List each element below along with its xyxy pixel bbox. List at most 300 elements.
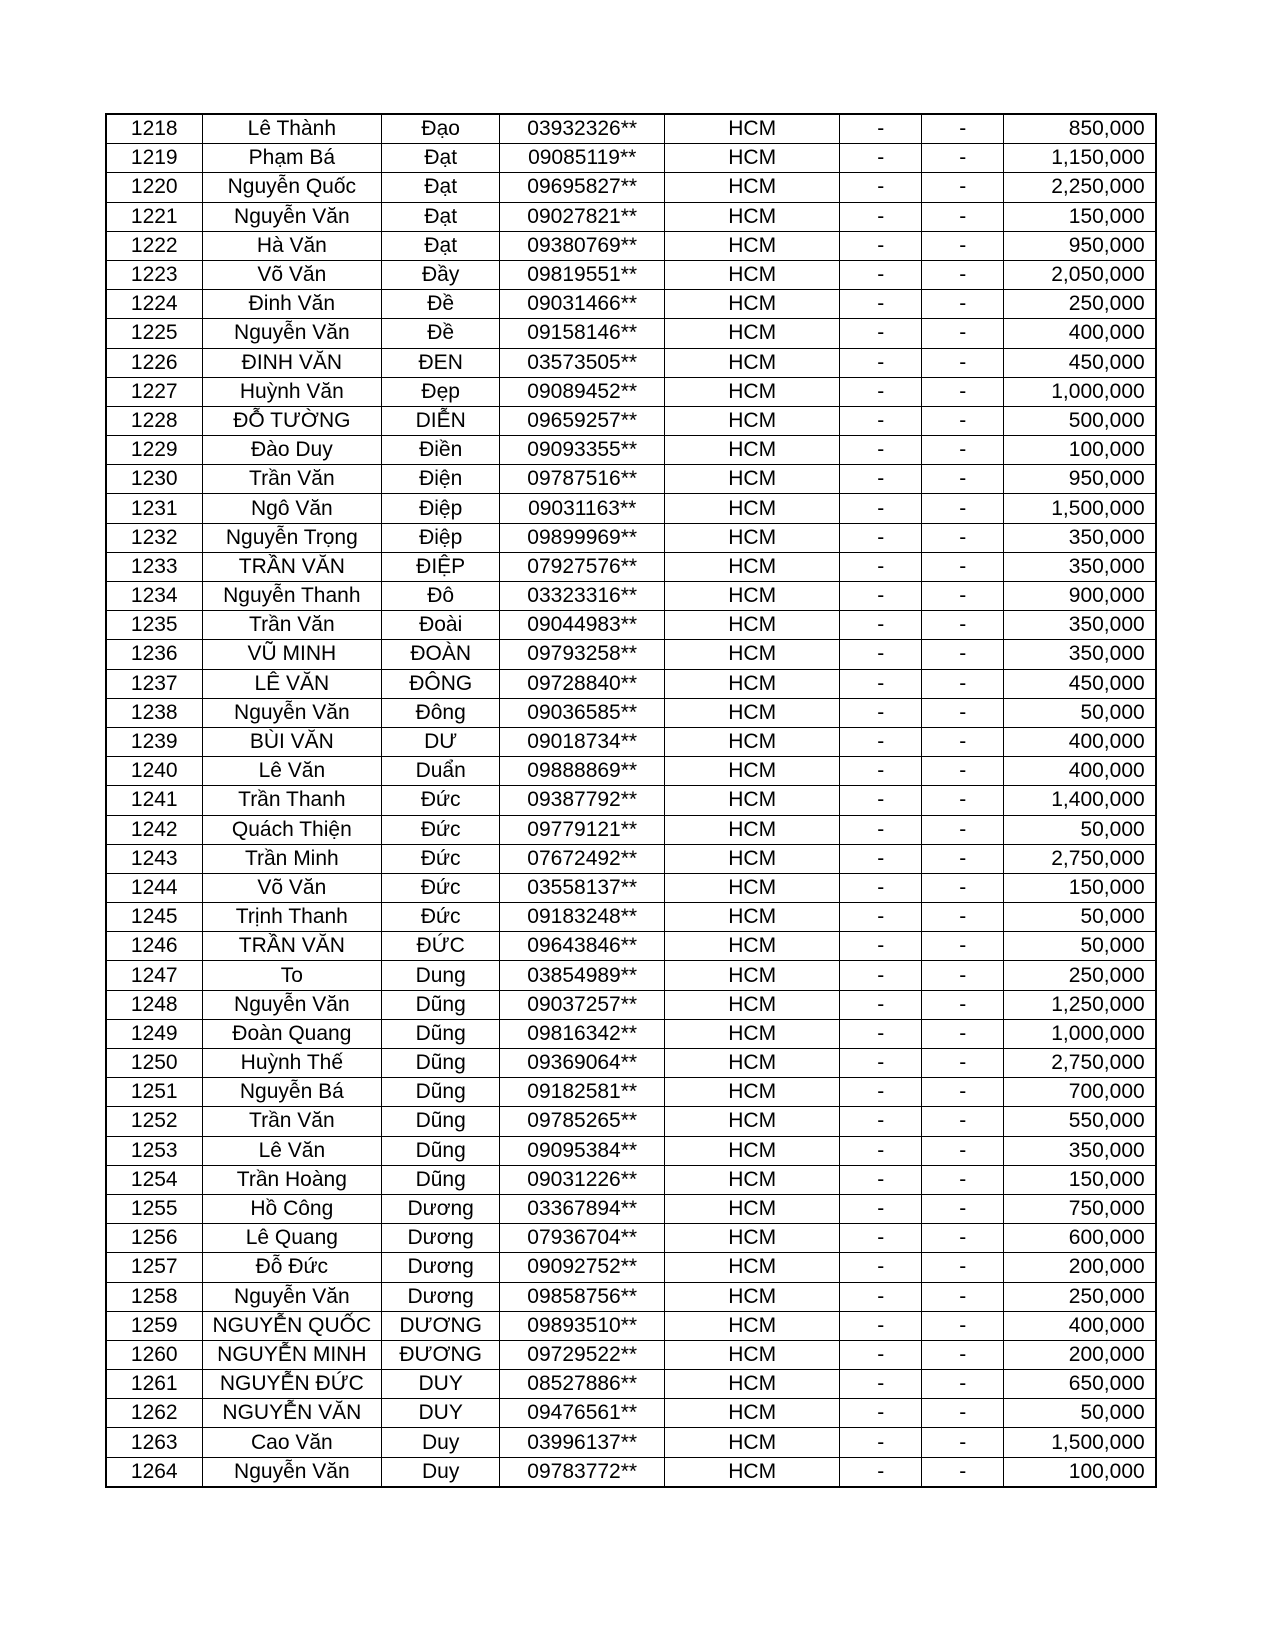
- placeholder-cell-1: -: [840, 319, 922, 348]
- phone-cell: 03367894**: [500, 1194, 665, 1223]
- amount-cell: 250,000: [1004, 961, 1156, 990]
- placeholder-cell-2: -: [922, 552, 1004, 581]
- city-cell: HCM: [665, 844, 840, 873]
- placeholder-cell-2: -: [922, 290, 1004, 319]
- surname-cell: Huỳnh Thế: [202, 1049, 382, 1078]
- row-number-cell: 1264: [106, 1457, 202, 1487]
- row-number-cell: 1225: [106, 319, 202, 348]
- phone-cell: 09044983**: [500, 611, 665, 640]
- row-number-cell: 1220: [106, 173, 202, 202]
- given-name-cell: DUY: [382, 1370, 500, 1399]
- city-cell: HCM: [665, 961, 840, 990]
- placeholder-cell-2: -: [922, 582, 1004, 611]
- surname-cell: Trần Văn: [202, 465, 382, 494]
- surname-cell: NGUYỄN QUỐC: [202, 1311, 382, 1340]
- placeholder-cell-1: -: [840, 1340, 922, 1369]
- city-cell: HCM: [665, 290, 840, 319]
- amount-cell: 500,000: [1004, 406, 1156, 435]
- placeholder-cell-1: -: [840, 1282, 922, 1311]
- surname-cell: Võ Văn: [202, 873, 382, 902]
- city-cell: HCM: [665, 173, 840, 202]
- surname-cell: BÙI VĂN: [202, 727, 382, 756]
- table-row: [106, 202, 1156, 231]
- placeholder-cell-2: -: [922, 1194, 1004, 1223]
- amount-cell: 350,000: [1004, 1136, 1156, 1165]
- table-row: [106, 1194, 1156, 1223]
- given-name-cell: Dung: [382, 961, 500, 990]
- surname-cell: Ngô Văn: [202, 494, 382, 523]
- row-number-cell: 1249: [106, 1019, 202, 1048]
- amount-cell: 850,000: [1004, 114, 1156, 144]
- amount-cell: 600,000: [1004, 1224, 1156, 1253]
- city-cell: HCM: [665, 815, 840, 844]
- phone-cell: 03323316**: [500, 582, 665, 611]
- city-cell: HCM: [665, 1370, 840, 1399]
- amount-cell: 2,050,000: [1004, 260, 1156, 289]
- amount-cell: 150,000: [1004, 1165, 1156, 1194]
- city-cell: HCM: [665, 406, 840, 435]
- table-row: [106, 844, 1156, 873]
- placeholder-cell-2: -: [922, 406, 1004, 435]
- placeholder-cell-2: -: [922, 1165, 1004, 1194]
- given-name-cell: Đức: [382, 873, 500, 902]
- phone-cell: 09158146**: [500, 319, 665, 348]
- surname-cell: ĐINH VĂN: [202, 348, 382, 377]
- table-row: [106, 698, 1156, 727]
- placeholder-cell-1: -: [840, 1107, 922, 1136]
- placeholder-cell-1: -: [840, 1078, 922, 1107]
- placeholder-cell-2: -: [922, 611, 1004, 640]
- phone-cell: 09816342**: [500, 1019, 665, 1048]
- city-cell: HCM: [665, 1224, 840, 1253]
- placeholder-cell-1: -: [840, 494, 922, 523]
- surname-cell: Trịnh Thanh: [202, 903, 382, 932]
- given-name-cell: DƯ: [382, 727, 500, 756]
- given-name-cell: Dũng: [382, 1136, 500, 1165]
- given-name-cell: Đầy: [382, 260, 500, 289]
- row-number-cell: 1250: [106, 1049, 202, 1078]
- row-number-cell: 1232: [106, 523, 202, 552]
- amount-cell: 50,000: [1004, 698, 1156, 727]
- phone-cell: 09037257**: [500, 990, 665, 1019]
- row-number-cell: 1253: [106, 1136, 202, 1165]
- amount-cell: 950,000: [1004, 231, 1156, 260]
- table-row: [106, 290, 1156, 319]
- table-row: [106, 757, 1156, 786]
- given-name-cell: Duy: [382, 1457, 500, 1487]
- surname-cell: Hồ Công: [202, 1194, 382, 1223]
- placeholder-cell-2: -: [922, 144, 1004, 173]
- phone-cell: 09095384**: [500, 1136, 665, 1165]
- surname-cell: Đào Duy: [202, 436, 382, 465]
- placeholder-cell-1: -: [840, 552, 922, 581]
- placeholder-cell-1: -: [840, 844, 922, 873]
- given-name-cell: Đẹp: [382, 377, 500, 406]
- phone-cell: 09729522**: [500, 1340, 665, 1369]
- surname-cell: TRẦN VĂN: [202, 552, 382, 581]
- table-row: [106, 1078, 1156, 1107]
- city-cell: HCM: [665, 1019, 840, 1048]
- table-row: [106, 231, 1156, 260]
- phone-cell: 08527886**: [500, 1370, 665, 1399]
- placeholder-cell-2: -: [922, 932, 1004, 961]
- given-name-cell: DIỄN: [382, 406, 500, 435]
- row-number-cell: 1221: [106, 202, 202, 231]
- table-row: [106, 1136, 1156, 1165]
- amount-cell: 50,000: [1004, 815, 1156, 844]
- city-cell: HCM: [665, 727, 840, 756]
- placeholder-cell-2: -: [922, 114, 1004, 144]
- phone-cell: 09888869**: [500, 757, 665, 786]
- placeholder-cell-2: -: [922, 348, 1004, 377]
- phone-cell: 09787516**: [500, 465, 665, 494]
- surname-cell: Đỗ Đức: [202, 1253, 382, 1282]
- placeholder-cell-1: -: [840, 1428, 922, 1457]
- table-row: [106, 173, 1156, 202]
- row-number-cell: 1231: [106, 494, 202, 523]
- surname-cell: Lê Quang: [202, 1224, 382, 1253]
- table-row: [106, 465, 1156, 494]
- city-cell: HCM: [665, 348, 840, 377]
- table-row: [106, 669, 1156, 698]
- amount-cell: 350,000: [1004, 611, 1156, 640]
- donor-table: [105, 113, 1157, 1488]
- row-number-cell: 1223: [106, 260, 202, 289]
- placeholder-cell-2: -: [922, 260, 1004, 289]
- amount-cell: 400,000: [1004, 319, 1156, 348]
- amount-cell: 50,000: [1004, 903, 1156, 932]
- placeholder-cell-1: -: [840, 348, 922, 377]
- amount-cell: 1,500,000: [1004, 1428, 1156, 1457]
- amount-cell: 700,000: [1004, 1078, 1156, 1107]
- city-cell: HCM: [665, 990, 840, 1019]
- surname-cell: Nguyễn Văn: [202, 698, 382, 727]
- row-number-cell: 1230: [106, 465, 202, 494]
- placeholder-cell-1: -: [840, 786, 922, 815]
- table-body: [106, 114, 1156, 1487]
- placeholder-cell-2: -: [922, 1399, 1004, 1428]
- table-row: [106, 436, 1156, 465]
- city-cell: HCM: [665, 523, 840, 552]
- given-name-cell: Dương: [382, 1282, 500, 1311]
- given-name-cell: Đạt: [382, 173, 500, 202]
- placeholder-cell-2: -: [922, 1078, 1004, 1107]
- table-row: [106, 114, 1156, 144]
- table-row: [106, 611, 1156, 640]
- city-cell: HCM: [665, 786, 840, 815]
- given-name-cell: ĐƯƠNG: [382, 1340, 500, 1369]
- row-number-cell: 1262: [106, 1399, 202, 1428]
- row-number-cell: 1229: [106, 436, 202, 465]
- given-name-cell: ĐÔNG: [382, 669, 500, 698]
- surname-cell: Nguyễn Văn: [202, 1282, 382, 1311]
- placeholder-cell-1: -: [840, 465, 922, 494]
- city-cell: HCM: [665, 873, 840, 902]
- city-cell: HCM: [665, 1282, 840, 1311]
- amount-cell: 750,000: [1004, 1194, 1156, 1223]
- phone-cell: 09031466**: [500, 290, 665, 319]
- city-cell: HCM: [665, 1165, 840, 1194]
- phone-cell: 03558137**: [500, 873, 665, 902]
- row-number-cell: 1263: [106, 1428, 202, 1457]
- row-number-cell: 1245: [106, 903, 202, 932]
- row-number-cell: 1224: [106, 290, 202, 319]
- table-row: [106, 1311, 1156, 1340]
- placeholder-cell-1: -: [840, 1457, 922, 1487]
- table-row: [106, 1224, 1156, 1253]
- placeholder-cell-2: -: [922, 990, 1004, 1019]
- given-name-cell: Điền: [382, 436, 500, 465]
- city-cell: HCM: [665, 552, 840, 581]
- given-name-cell: Dương: [382, 1194, 500, 1223]
- amount-cell: 950,000: [1004, 465, 1156, 494]
- surname-cell: ĐỖ TƯỜNG: [202, 406, 382, 435]
- table-row: [106, 1340, 1156, 1369]
- amount-cell: 250,000: [1004, 1282, 1156, 1311]
- surname-cell: Nguyễn Văn: [202, 990, 382, 1019]
- amount-cell: 350,000: [1004, 523, 1156, 552]
- row-number-cell: 1260: [106, 1340, 202, 1369]
- given-name-cell: Đạt: [382, 144, 500, 173]
- given-name-cell: Đạt: [382, 231, 500, 260]
- placeholder-cell-2: -: [922, 319, 1004, 348]
- placeholder-cell-1: -: [840, 1165, 922, 1194]
- surname-cell: Hà Văn: [202, 231, 382, 260]
- placeholder-cell-2: -: [922, 494, 1004, 523]
- city-cell: HCM: [665, 932, 840, 961]
- city-cell: HCM: [665, 114, 840, 144]
- phone-cell: 09085119**: [500, 144, 665, 173]
- table-row: [106, 348, 1156, 377]
- amount-cell: 150,000: [1004, 873, 1156, 902]
- amount-cell: 1,000,000: [1004, 1019, 1156, 1048]
- given-name-cell: Đạt: [382, 202, 500, 231]
- phone-cell: 09369064**: [500, 1049, 665, 1078]
- placeholder-cell-2: -: [922, 523, 1004, 552]
- surname-cell: Trần Thanh: [202, 786, 382, 815]
- row-number-cell: 1257: [106, 1253, 202, 1282]
- phone-cell: 09036585**: [500, 698, 665, 727]
- row-number-cell: 1255: [106, 1194, 202, 1223]
- amount-cell: 100,000: [1004, 436, 1156, 465]
- amount-cell: 550,000: [1004, 1107, 1156, 1136]
- placeholder-cell-2: -: [922, 1136, 1004, 1165]
- given-name-cell: Dương: [382, 1224, 500, 1253]
- amount-cell: 250,000: [1004, 290, 1156, 319]
- table-row: [106, 903, 1156, 932]
- given-name-cell: Dũng: [382, 1019, 500, 1048]
- amount-cell: 350,000: [1004, 552, 1156, 581]
- placeholder-cell-2: -: [922, 1224, 1004, 1253]
- amount-cell: 1,250,000: [1004, 990, 1156, 1019]
- amount-cell: 350,000: [1004, 640, 1156, 669]
- phone-cell: 09643846**: [500, 932, 665, 961]
- given-name-cell: Đức: [382, 844, 500, 873]
- city-cell: HCM: [665, 377, 840, 406]
- amount-cell: 400,000: [1004, 757, 1156, 786]
- placeholder-cell-1: -: [840, 436, 922, 465]
- placeholder-cell-2: -: [922, 873, 1004, 902]
- city-cell: HCM: [665, 903, 840, 932]
- phone-cell: 09182581**: [500, 1078, 665, 1107]
- table-row: [106, 523, 1156, 552]
- table-row: [106, 1399, 1156, 1428]
- surname-cell: Cao Văn: [202, 1428, 382, 1457]
- phone-cell: 03854989**: [500, 961, 665, 990]
- phone-cell: 09783772**: [500, 1457, 665, 1487]
- city-cell: HCM: [665, 465, 840, 494]
- placeholder-cell-1: -: [840, 202, 922, 231]
- surname-cell: Lê Văn: [202, 1136, 382, 1165]
- placeholder-cell-1: -: [840, 1019, 922, 1048]
- placeholder-cell-1: -: [840, 260, 922, 289]
- placeholder-cell-1: -: [840, 406, 922, 435]
- city-cell: HCM: [665, 1107, 840, 1136]
- given-name-cell: Dũng: [382, 1049, 500, 1078]
- table-row: [106, 406, 1156, 435]
- given-name-cell: ĐỨC: [382, 932, 500, 961]
- amount-cell: 50,000: [1004, 1399, 1156, 1428]
- placeholder-cell-1: -: [840, 1370, 922, 1399]
- city-cell: HCM: [665, 757, 840, 786]
- surname-cell: Nguyễn Văn: [202, 202, 382, 231]
- surname-cell: VŨ MINH: [202, 640, 382, 669]
- given-name-cell: Đạo: [382, 114, 500, 144]
- surname-cell: Đoàn Quang: [202, 1019, 382, 1048]
- phone-cell: 09089452**: [500, 377, 665, 406]
- city-cell: HCM: [665, 202, 840, 231]
- given-name-cell: Đề: [382, 319, 500, 348]
- placeholder-cell-1: -: [840, 611, 922, 640]
- row-number-cell: 1240: [106, 757, 202, 786]
- phone-cell: 09387792**: [500, 786, 665, 815]
- placeholder-cell-2: -: [922, 815, 1004, 844]
- placeholder-cell-1: -: [840, 669, 922, 698]
- placeholder-cell-1: -: [840, 1399, 922, 1428]
- surname-cell: Trần Văn: [202, 611, 382, 640]
- placeholder-cell-2: -: [922, 961, 1004, 990]
- placeholder-cell-2: -: [922, 669, 1004, 698]
- table-row: [106, 494, 1156, 523]
- placeholder-cell-1: -: [840, 1311, 922, 1340]
- phone-cell: 09093355**: [500, 436, 665, 465]
- given-name-cell: Dũng: [382, 990, 500, 1019]
- placeholder-cell-2: -: [922, 640, 1004, 669]
- amount-cell: 200,000: [1004, 1253, 1156, 1282]
- given-name-cell: Đoài: [382, 611, 500, 640]
- amount-cell: 1,400,000: [1004, 786, 1156, 815]
- city-cell: HCM: [665, 698, 840, 727]
- given-name-cell: Dũng: [382, 1107, 500, 1136]
- placeholder-cell-2: -: [922, 377, 1004, 406]
- given-name-cell: Duẩn: [382, 757, 500, 786]
- table-row: [106, 1253, 1156, 1282]
- placeholder-cell-1: -: [840, 727, 922, 756]
- phone-cell: 07936704**: [500, 1224, 665, 1253]
- surname-cell: Trần Minh: [202, 844, 382, 873]
- city-cell: HCM: [665, 1311, 840, 1340]
- surname-cell: Quách Thiện: [202, 815, 382, 844]
- placeholder-cell-2: -: [922, 1428, 1004, 1457]
- amount-cell: 650,000: [1004, 1370, 1156, 1399]
- table-row: [106, 144, 1156, 173]
- row-number-cell: 1228: [106, 406, 202, 435]
- amount-cell: 2,250,000: [1004, 173, 1156, 202]
- row-number-cell: 1248: [106, 990, 202, 1019]
- placeholder-cell-1: -: [840, 990, 922, 1019]
- row-number-cell: 1261: [106, 1370, 202, 1399]
- city-cell: HCM: [665, 319, 840, 348]
- phone-cell: 09031163**: [500, 494, 665, 523]
- given-name-cell: Đức: [382, 786, 500, 815]
- given-name-cell: Đức: [382, 903, 500, 932]
- phone-cell: 03932326**: [500, 114, 665, 144]
- surname-cell: Lê Văn: [202, 757, 382, 786]
- city-cell: HCM: [665, 582, 840, 611]
- amount-cell: 2,750,000: [1004, 844, 1156, 873]
- placeholder-cell-2: -: [922, 757, 1004, 786]
- row-number-cell: 1236: [106, 640, 202, 669]
- given-name-cell: Dũng: [382, 1165, 500, 1194]
- surname-cell: NGUYỄN VĂN: [202, 1399, 382, 1428]
- city-cell: HCM: [665, 144, 840, 173]
- phone-cell: 09018734**: [500, 727, 665, 756]
- city-cell: HCM: [665, 1253, 840, 1282]
- surname-cell: NGUYỄN MINH: [202, 1340, 382, 1369]
- phone-cell: 09380769**: [500, 231, 665, 260]
- row-number-cell: 1222: [106, 231, 202, 260]
- city-cell: HCM: [665, 231, 840, 260]
- table-row: [106, 1370, 1156, 1399]
- city-cell: HCM: [665, 1340, 840, 1369]
- placeholder-cell-1: -: [840, 873, 922, 902]
- row-number-cell: 1226: [106, 348, 202, 377]
- placeholder-cell-1: -: [840, 173, 922, 202]
- placeholder-cell-2: -: [922, 231, 1004, 260]
- surname-cell: TRẦN VĂN: [202, 932, 382, 961]
- placeholder-cell-1: -: [840, 377, 922, 406]
- placeholder-cell-2: -: [922, 436, 1004, 465]
- phone-cell: 07927576**: [500, 552, 665, 581]
- placeholder-cell-1: -: [840, 1136, 922, 1165]
- row-number-cell: 1254: [106, 1165, 202, 1194]
- phone-cell: 09031226**: [500, 1165, 665, 1194]
- amount-cell: 200,000: [1004, 1340, 1156, 1369]
- row-number-cell: 1233: [106, 552, 202, 581]
- surname-cell: Nguyễn Văn: [202, 319, 382, 348]
- given-name-cell: ĐOÀN: [382, 640, 500, 669]
- row-number-cell: 1259: [106, 1311, 202, 1340]
- phone-cell: 07672492**: [500, 844, 665, 873]
- placeholder-cell-2: -: [922, 1370, 1004, 1399]
- amount-cell: 1,500,000: [1004, 494, 1156, 523]
- row-number-cell: 1244: [106, 873, 202, 902]
- phone-cell: 09785265**: [500, 1107, 665, 1136]
- table-row: [106, 260, 1156, 289]
- placeholder-cell-1: -: [840, 231, 922, 260]
- row-number-cell: 1256: [106, 1224, 202, 1253]
- row-number-cell: 1247: [106, 961, 202, 990]
- surname-cell: Trần Văn: [202, 1107, 382, 1136]
- given-name-cell: DƯƠNG: [382, 1311, 500, 1340]
- city-cell: HCM: [665, 1049, 840, 1078]
- row-number-cell: 1258: [106, 1282, 202, 1311]
- placeholder-cell-1: -: [840, 523, 922, 552]
- surname-cell: NGUYỄN ĐỨC: [202, 1370, 382, 1399]
- table-row: [106, 377, 1156, 406]
- placeholder-cell-2: -: [922, 1311, 1004, 1340]
- row-number-cell: 1246: [106, 932, 202, 961]
